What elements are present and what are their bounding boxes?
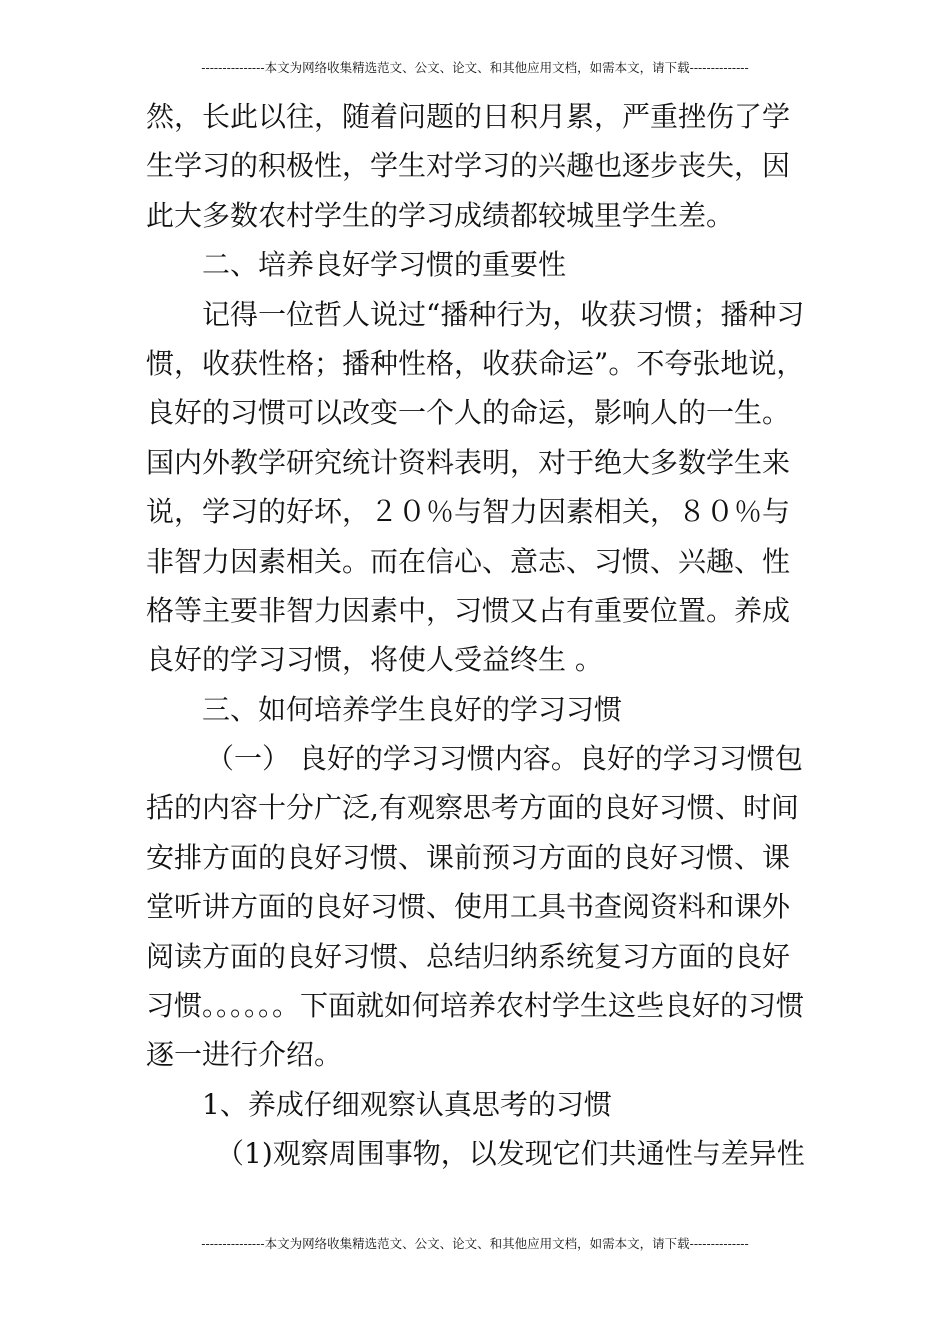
- text-line: 习惯。。。。。。下面就如何培养农村学生这些良好的习惯: [146, 989, 805, 1023]
- section-heading: 二、培养良好学习惯的重要性: [202, 248, 567, 282]
- text-line: 说，学习的好坏，２０％与智力因素相关，８０％与: [146, 495, 791, 529]
- text-line: 非智力因素相关。而在信心、意志、习惯、兴趣、性: [146, 544, 791, 578]
- text-line: 安排方面的良好习惯、课前预习方面的良好习惯、课: [146, 840, 791, 874]
- text-line: 生学习的积极性，学生对学习的兴趣也逐步丧失，因: [146, 149, 791, 183]
- text-line: 良好的学习习惯，将使人受益终生 。: [146, 643, 603, 677]
- subsection-heading: 1、养成仔细观察认真思考的习惯: [202, 1087, 612, 1121]
- section-heading: 三、如何培养学生良好的学习习惯: [202, 692, 623, 726]
- document-body: [146, 92, 806, 1179]
- text-line: 良好的习惯可以改变一个人的命运，影响人的一生。: [146, 396, 791, 430]
- text-line: 国内外教学研究统计资料表明，对于绝大多数学生来: [146, 445, 791, 479]
- subsection-line: （一） 良好的学习习惯内容。良好的学习习惯包: [206, 742, 803, 776]
- page-footer: ---------------本文为网络收集精选范文、公文、论文、和其他应用文档，如需本文，请下载--------------: [201, 1236, 749, 1251]
- text-line: 惯，收获性格；播种性格，收获命运”。不夸张地说，: [146, 346, 805, 380]
- page-header: ---------------本文为网络收集精选范文、公文、论文、和其他应用文档，如需本文，请下载--------------: [201, 60, 749, 75]
- text-line: 记得一位哲人说过“播种行为，收获习惯；播种习: [202, 297, 805, 331]
- text-line: 然，长此以往，随着问题的日积月累，严重挫伤了学: [146, 100, 791, 133]
- text-line: 括的内容十分广泛,有观察思考方面的良好习惯、时间: [146, 791, 799, 825]
- text-line: 此大多数农村学生的学习成绩都较城里学生差。: [146, 198, 735, 232]
- text-line: 堂听讲方面的良好习惯、使用工具书查阅资料和课外: [146, 890, 791, 924]
- text-line: 阅读方面的良好习惯、总结归纳系统复习方面的良好: [146, 939, 791, 973]
- text-line: 逐一进行介绍。: [146, 1038, 343, 1072]
- item-line: （1)观察周围事物，以发现它们共通性与差异性: [216, 1137, 805, 1171]
- text-line: 格等主要非智力因素中，习惯又占有重要位置。养成: [146, 593, 791, 627]
